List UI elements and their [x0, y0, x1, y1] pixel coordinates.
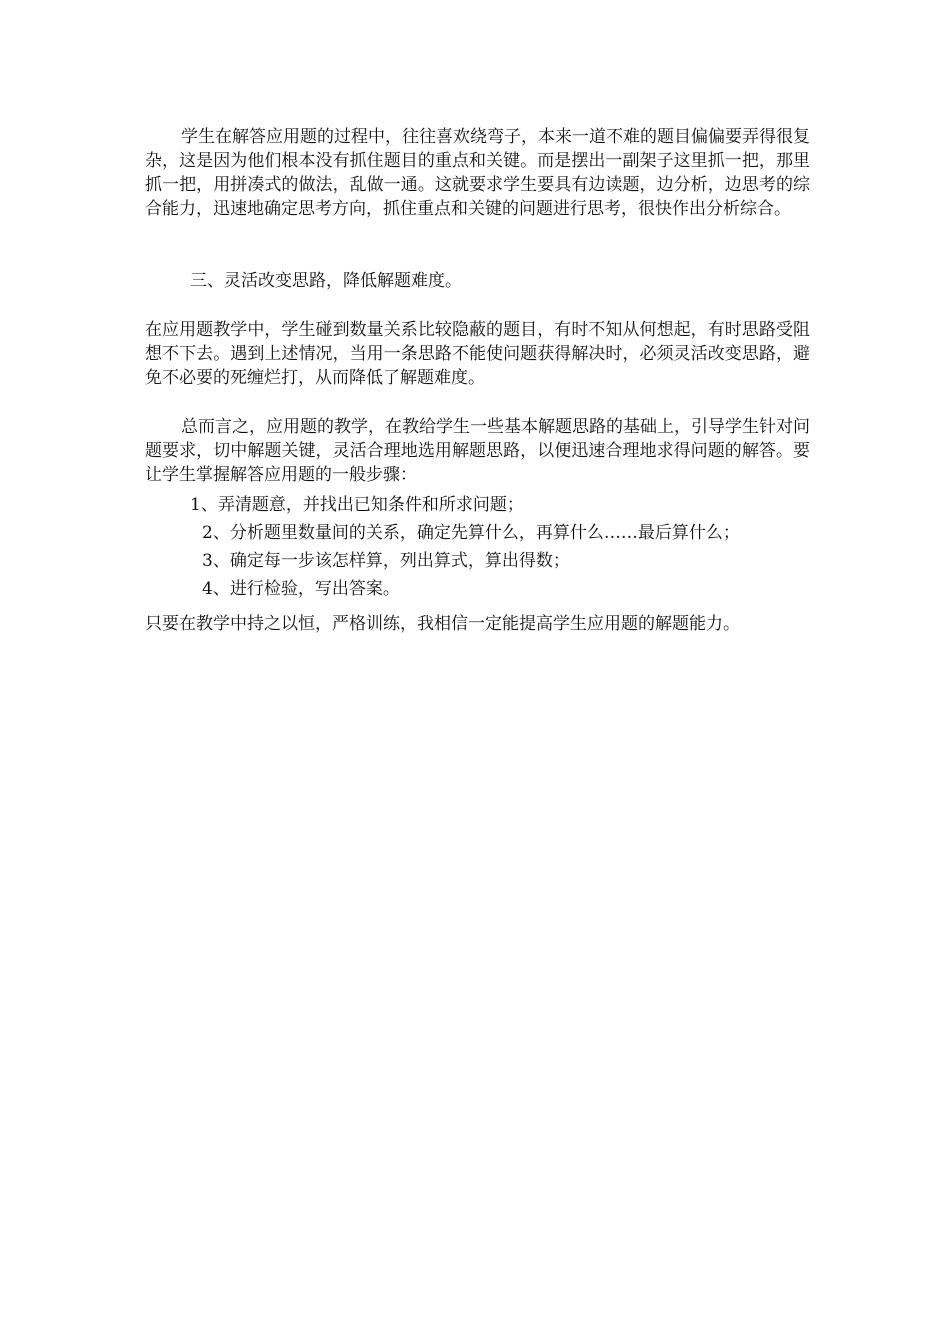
section-heading-three: 三、灵活改变思路，降低解题难度。: [190, 271, 462, 291]
list-item-step-2: 2、分析题里数量间的关系，确定先算什么，再算什么……最后算什么；: [202, 523, 740, 543]
list-item-step-4: 4、进行检验，写出答案。: [202, 579, 400, 599]
list-item-step-1: 1、弄清题意，并找出已知条件和所求问题；: [190, 495, 524, 515]
paragraph-change-thinking: 在应用题教学中，学生碰到数量关系比较隐蔽的题目，有时不知从何想起，有时思路受阻想不下去。遇到上述情况，当用一条思路不能使问题获得解决时，必须灵活改变思路，避免不必要的死缠烂打，从而降低了解题难度。: [145, 320, 810, 388]
list-item-step-3: 3、确定每一步该怎样算，列出算式，算出得数；: [202, 551, 570, 571]
paragraph-detour-problem: 学生在解答应用题的过程中，往往喜欢绕弯子，本来一道不难的题目偏偏要弄得很复杂，这是因为他们根本没有抓住题目的重点和关键。而是摆出一副架子这里抓一把，那里抓一把，用拼凑式的做法，乱做一通。这就要求学生要具有边读题，边分析，边思考的综合能力，迅速地确定思考方向，抓住重点和关键的问题进行思考，很快作出分析综合。: [145, 127, 810, 219]
solution-steps-list: [190, 491, 830, 603]
paragraph-summary: 总而言之，应用题的教学，在教给学生一些基本解题思路的基础上，引导学生针对问题要求，切中解题关键，灵活合理地选用解题思路，以便迅速合理地求得问题的解答。要让学生掌握解答应用题的一般步骤：: [145, 417, 810, 485]
paragraph-conclusion: 只要在教学中持之以恒，严格训练，我相信一定能提高学生应用题的解题能力。: [145, 614, 740, 634]
